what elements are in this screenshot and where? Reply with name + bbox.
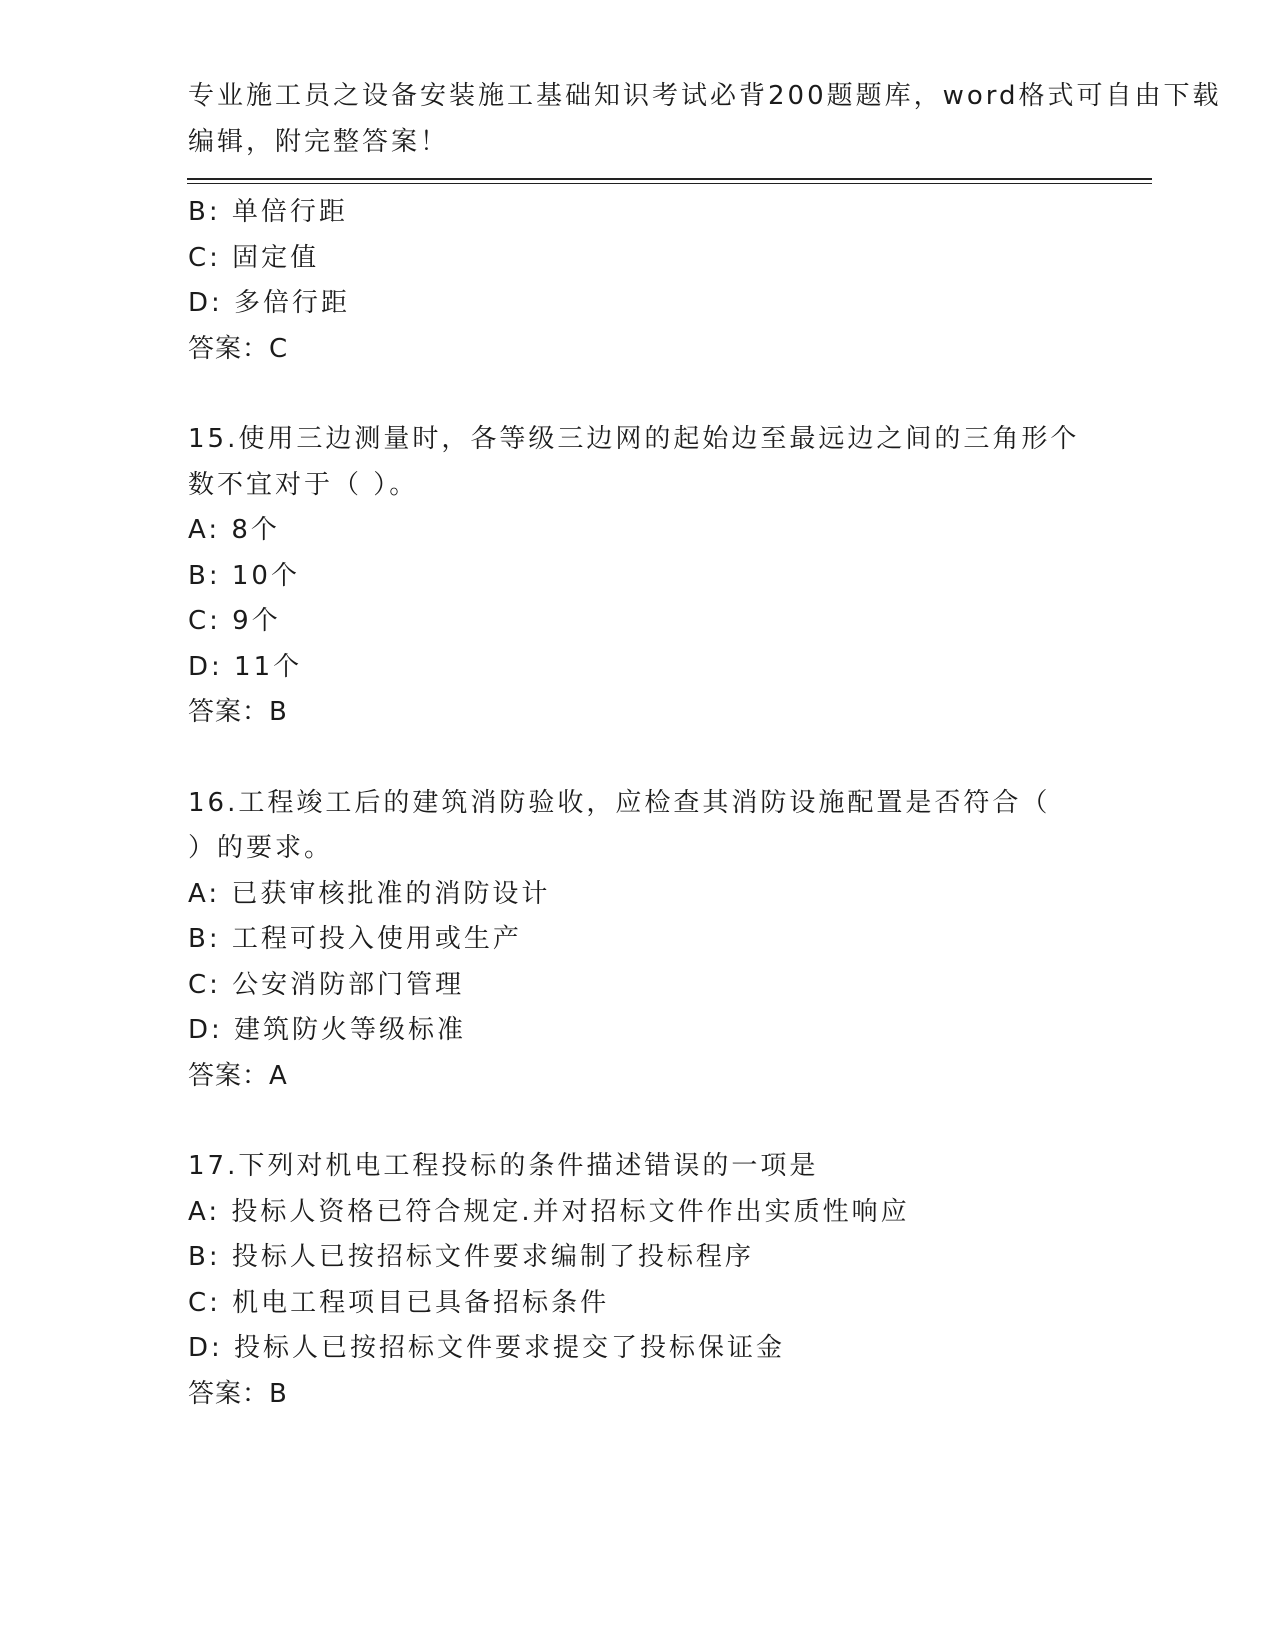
header-title-line-2: 编辑，附完整答案！ — [188, 126, 450, 157]
q15-option-d: D: 11个 — [188, 651, 303, 682]
header-divider-thin — [187, 183, 1152, 184]
question-17 — [188, 1144, 1088, 1417]
q15-stem-line-2: 数不宜对于（ ）。 — [188, 469, 419, 500]
header-divider-thick — [187, 178, 1152, 180]
q16-option-d: D: 建筑防火等级标准 — [188, 1015, 467, 1045]
spacer — [188, 1099, 1088, 1144]
question-16 — [188, 781, 1088, 1100]
question-list — [188, 190, 1088, 1417]
q17-option-c: C: 机电工程项目已具备招标条件 — [188, 1287, 610, 1318]
q16-option-a: A: 已获审核批准的消防设计 — [188, 878, 551, 909]
q17-option-b: B: 投标人已按招标文件要求编制了投标程序 — [188, 1242, 754, 1272]
q15-option-c: C: 9个 — [188, 606, 281, 636]
spacer — [188, 372, 1088, 417]
q14-option-d: D: 多倍行距 — [188, 288, 351, 318]
q16-option-b: B: 工程可投入使用或生产 — [188, 924, 522, 954]
q17-stem-line-1: 17.下列对机电工程投标的条件描述错误的一项是 — [188, 1151, 819, 1181]
question-15 — [188, 417, 1088, 736]
q14-answer: 答案：C — [188, 333, 289, 364]
header-title-line-1: 专业施工员之设备安装施工基础知识考试必背200题题库，word格式可自由下载 — [188, 81, 1222, 111]
q16-stem-line-2: ）的要求。 — [188, 833, 334, 863]
spacer — [188, 736, 1088, 781]
question-14 — [188, 190, 1088, 372]
q15-stem-line-1: 15.使用三边测量时，各等级三边网的起始边至最远边之间的三角形个 — [188, 424, 1080, 454]
q17-answer: 答案：B — [188, 1378, 288, 1409]
document-header — [188, 74, 1222, 165]
q14-option-b: B: 单倍行距 — [188, 197, 348, 227]
q16-option-c: C: 公安消防部门管理 — [188, 969, 465, 1000]
q17-option-d: D: 投标人已按招标文件要求提交了投标保证金 — [188, 1333, 786, 1363]
q15-answer: 答案：B — [188, 697, 288, 727]
q16-stem-line-1: 16.工程竣工后的建筑消防验收，应检查其消防设施配置是否符合（ — [188, 787, 1051, 818]
q15-option-b: B: 10个 — [188, 560, 300, 591]
q17-option-a: A: 投标人资格已符合规定.并对招标文件作出实质性响应 — [188, 1196, 910, 1227]
q16-answer: 答案：A — [188, 1060, 288, 1091]
q14-option-c: C: 固定值 — [188, 242, 320, 273]
q15-option-a: A: 8个 — [188, 515, 280, 545]
